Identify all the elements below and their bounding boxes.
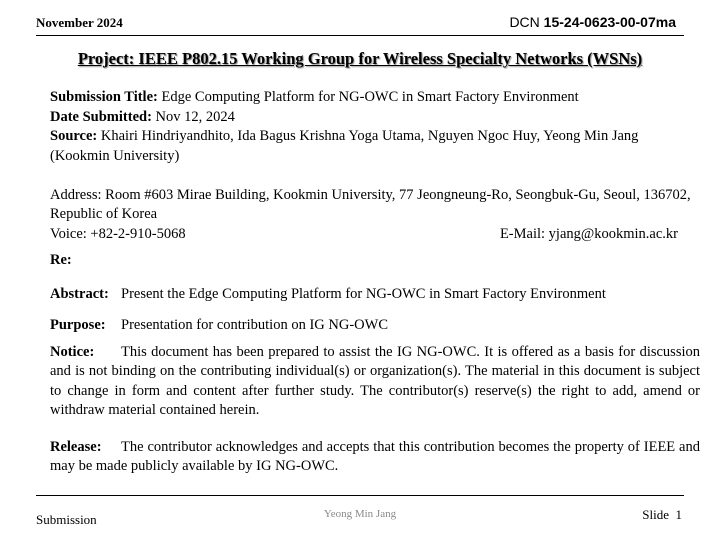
project-title: Project: IEEE P802.15 Working Group for Wireless Specialty Networks (WSNs) <box>77 49 643 68</box>
dcn-number <box>509 14 676 30</box>
notice-paragraph <box>50 343 700 421</box>
address-line: Address: Room #603 Mirae Building, Kookmin University, 77 Jeongneung-Ro, Seongbuk-Gu, Seoul, 136702, Republic of Korea <box>50 186 691 222</box>
footer-author: Yeong Min Jang <box>323 508 397 520</box>
purpose-label: Purpose: <box>50 317 106 333</box>
submission-title-line <box>50 88 700 108</box>
abstract-value: Present the Edge Computing Platform for NG-OWC in Smart Factory Environment <box>121 285 606 302</box>
footer-submission: Submission <box>36 512 97 527</box>
abstract-label: Abstract: <box>50 285 109 302</box>
submission-title-label: Submission Title: <box>50 89 158 105</box>
header-divider <box>36 35 684 36</box>
slide-label: Slide <box>642 507 669 522</box>
source-value: Khairi Hindriyandhito, Ida Bagus Krishna Yoga Utama, Nguyen Ngoc Huy, Yeong Min Jang (Kookmin University) <box>50 128 639 164</box>
source-line <box>50 127 700 166</box>
release-label: Release: <box>50 438 102 455</box>
date-submitted-value: Nov 12, 2024 <box>155 108 235 125</box>
contact-line <box>50 225 678 245</box>
submission-title-value: Edge Computing Platform for NG-OWC in Smart Factory Environment <box>161 89 579 105</box>
slide-number-value: 1 <box>675 507 682 522</box>
email-value: E-Mail: yjang@kookmin.ac.kr <box>499 225 678 242</box>
re-label: Re: <box>50 252 72 268</box>
dcn-value: 15-24-0623-00-07ma <box>543 14 676 30</box>
header-date: November 2024 <box>36 15 123 30</box>
notice-label: Notice: <box>50 343 95 360</box>
footer-divider <box>36 495 684 496</box>
release-paragraph <box>50 438 700 477</box>
source-label: Source: <box>50 128 98 144</box>
date-submitted-line <box>50 108 700 128</box>
dcn-prefix: DCN <box>509 14 540 30</box>
submission-body <box>50 88 700 477</box>
purpose-value: Presentation for contribution on IG NG-OWC <box>121 317 388 333</box>
slide-number <box>642 507 682 523</box>
abstract-line <box>50 285 700 305</box>
voice-value: Voice: +82-2-910-5068 <box>50 225 186 242</box>
release-value: The contributor acknowledges and accepts that this contribution becomes the property of IEEE and may be made publicly available by IG NG-OWC. <box>50 438 700 474</box>
purpose-line <box>50 316 700 336</box>
notice-value: This document has been prepared to assist the IG NG-OWC. It is offered as a basis for discussion and is not binding on the contributing individual(s) or organization(s). The material in this document is subject to change in form and content after further study. The contributor(s) reserve(s) the right to add, amend or withdraw material contained herein. <box>50 343 700 418</box>
date-submitted-label: Date Submitted: <box>50 108 152 125</box>
